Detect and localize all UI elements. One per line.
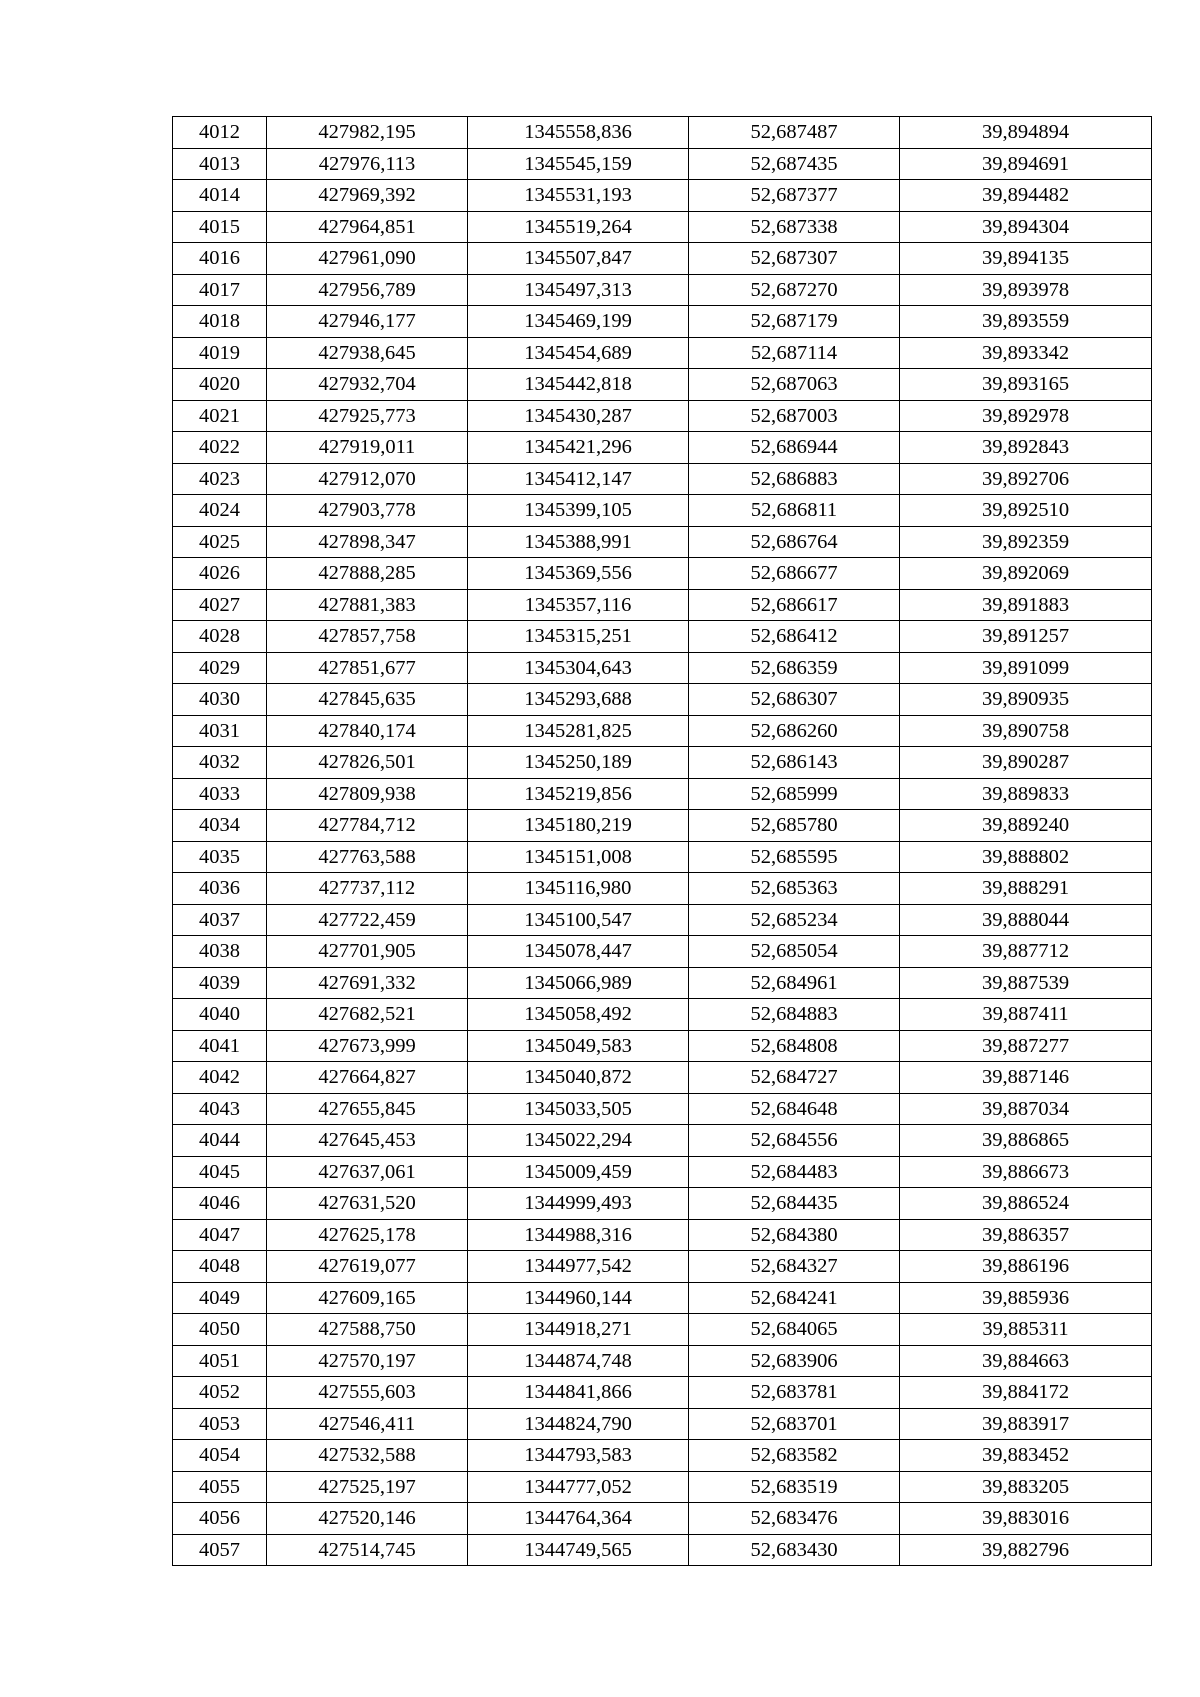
latitude-cell: 52,684435	[689, 1188, 900, 1220]
table-row	[173, 1471, 1152, 1503]
point-number-cell: 4024	[173, 495, 267, 527]
table-row	[173, 1503, 1152, 1535]
x-coordinate-cell: 427637,061	[267, 1156, 468, 1188]
y-coordinate-cell: 1345058,492	[468, 999, 689, 1031]
latitude-cell: 52,683430	[689, 1534, 900, 1566]
point-number-cell: 4032	[173, 747, 267, 779]
x-coordinate-cell: 427520,146	[267, 1503, 468, 1535]
y-coordinate-cell: 1345304,643	[468, 652, 689, 684]
point-number-cell: 4031	[173, 715, 267, 747]
longitude-cell: 39,884663	[900, 1345, 1152, 1377]
point-number-cell: 4012	[173, 117, 267, 149]
x-coordinate-cell: 427932,704	[267, 369, 468, 401]
y-coordinate-cell: 1344874,748	[468, 1345, 689, 1377]
x-coordinate-cell: 427664,827	[267, 1062, 468, 1094]
x-coordinate-cell: 427737,112	[267, 873, 468, 905]
latitude-cell: 52,686359	[689, 652, 900, 684]
table-row	[173, 1219, 1152, 1251]
y-coordinate-cell: 1344918,271	[468, 1314, 689, 1346]
table-row	[173, 1377, 1152, 1409]
y-coordinate-cell: 1344764,364	[468, 1503, 689, 1535]
y-coordinate-cell: 1345022,294	[468, 1125, 689, 1157]
point-number-cell: 4052	[173, 1377, 267, 1409]
longitude-cell: 39,891257	[900, 621, 1152, 653]
latitude-cell: 52,684065	[689, 1314, 900, 1346]
latitude-cell: 52,683519	[689, 1471, 900, 1503]
longitude-cell: 39,894894	[900, 117, 1152, 149]
latitude-cell: 52,683906	[689, 1345, 900, 1377]
x-coordinate-cell: 427976,113	[267, 148, 468, 180]
x-coordinate-cell: 427532,588	[267, 1440, 468, 1472]
point-number-cell: 4049	[173, 1282, 267, 1314]
table-row	[173, 1345, 1152, 1377]
x-coordinate-cell: 427809,938	[267, 778, 468, 810]
point-number-cell: 4019	[173, 337, 267, 369]
point-number-cell: 4040	[173, 999, 267, 1031]
point-number-cell: 4051	[173, 1345, 267, 1377]
table-row	[173, 873, 1152, 905]
longitude-cell: 39,893165	[900, 369, 1152, 401]
point-number-cell: 4033	[173, 778, 267, 810]
table-row	[173, 432, 1152, 464]
table-row	[173, 904, 1152, 936]
point-number-cell: 4017	[173, 274, 267, 306]
latitude-cell: 52,687270	[689, 274, 900, 306]
y-coordinate-cell: 1344960,144	[468, 1282, 689, 1314]
y-coordinate-cell: 1345454,689	[468, 337, 689, 369]
table-row	[173, 148, 1152, 180]
table-row	[173, 526, 1152, 558]
y-coordinate-cell: 1345388,991	[468, 526, 689, 558]
table-row	[173, 652, 1152, 684]
table-row	[173, 1062, 1152, 1094]
latitude-cell: 52,683582	[689, 1440, 900, 1472]
y-coordinate-cell: 1344988,316	[468, 1219, 689, 1251]
longitude-cell: 39,888802	[900, 841, 1152, 873]
table-row	[173, 1030, 1152, 1062]
table-row	[173, 1282, 1152, 1314]
latitude-cell: 52,683476	[689, 1503, 900, 1535]
point-number-cell: 4035	[173, 841, 267, 873]
latitude-cell: 52,687435	[689, 148, 900, 180]
point-number-cell: 4034	[173, 810, 267, 842]
y-coordinate-cell: 1345399,105	[468, 495, 689, 527]
table-row	[173, 1093, 1152, 1125]
table-row	[173, 999, 1152, 1031]
x-coordinate-cell: 427881,383	[267, 589, 468, 621]
latitude-cell: 52,686307	[689, 684, 900, 716]
coordinates-table	[172, 116, 1152, 1566]
x-coordinate-cell: 427840,174	[267, 715, 468, 747]
table-row	[173, 180, 1152, 212]
point-number-cell: 4028	[173, 621, 267, 653]
table-row	[173, 1125, 1152, 1157]
table-row	[173, 1156, 1152, 1188]
point-number-cell: 4026	[173, 558, 267, 590]
y-coordinate-cell: 1345469,199	[468, 306, 689, 338]
table-row	[173, 306, 1152, 338]
longitude-cell: 39,887034	[900, 1093, 1152, 1125]
y-coordinate-cell: 1345507,847	[468, 243, 689, 275]
y-coordinate-cell: 1345066,989	[468, 967, 689, 999]
x-coordinate-cell: 427956,789	[267, 274, 468, 306]
table-row	[173, 1440, 1152, 1472]
table-row	[173, 810, 1152, 842]
longitude-cell: 39,890758	[900, 715, 1152, 747]
y-coordinate-cell: 1344777,052	[468, 1471, 689, 1503]
point-number-cell: 4041	[173, 1030, 267, 1062]
longitude-cell: 39,886196	[900, 1251, 1152, 1283]
y-coordinate-cell: 1345315,251	[468, 621, 689, 653]
y-coordinate-cell: 1345281,825	[468, 715, 689, 747]
y-coordinate-cell: 1345009,459	[468, 1156, 689, 1188]
longitude-cell: 39,886673	[900, 1156, 1152, 1188]
longitude-cell: 39,887277	[900, 1030, 1152, 1062]
x-coordinate-cell: 427722,459	[267, 904, 468, 936]
longitude-cell: 39,892359	[900, 526, 1152, 558]
latitude-cell: 52,685054	[689, 936, 900, 968]
table-row	[173, 1408, 1152, 1440]
y-coordinate-cell: 1345357,116	[468, 589, 689, 621]
y-coordinate-cell: 1345250,189	[468, 747, 689, 779]
latitude-cell: 52,687377	[689, 180, 900, 212]
x-coordinate-cell: 427964,851	[267, 211, 468, 243]
table-row	[173, 1314, 1152, 1346]
latitude-cell: 52,686883	[689, 463, 900, 495]
y-coordinate-cell: 1344977,542	[468, 1251, 689, 1283]
latitude-cell: 52,684961	[689, 967, 900, 999]
point-number-cell: 4023	[173, 463, 267, 495]
point-number-cell: 4056	[173, 1503, 267, 1535]
latitude-cell: 52,684648	[689, 1093, 900, 1125]
table-row	[173, 778, 1152, 810]
table-row	[173, 841, 1152, 873]
y-coordinate-cell: 1345040,872	[468, 1062, 689, 1094]
y-coordinate-cell: 1345078,447	[468, 936, 689, 968]
table-row	[173, 243, 1152, 275]
longitude-cell: 39,894482	[900, 180, 1152, 212]
latitude-cell: 52,684883	[689, 999, 900, 1031]
point-number-cell: 4014	[173, 180, 267, 212]
latitude-cell: 52,685363	[689, 873, 900, 905]
longitude-cell: 39,888291	[900, 873, 1152, 905]
table-row	[173, 589, 1152, 621]
latitude-cell: 52,683701	[689, 1408, 900, 1440]
y-coordinate-cell: 1345369,556	[468, 558, 689, 590]
point-number-cell: 4045	[173, 1156, 267, 1188]
y-coordinate-cell: 1344999,493	[468, 1188, 689, 1220]
x-coordinate-cell: 427763,588	[267, 841, 468, 873]
x-coordinate-cell: 427898,347	[267, 526, 468, 558]
table-row	[173, 211, 1152, 243]
latitude-cell: 52,684483	[689, 1156, 900, 1188]
longitude-cell: 39,892706	[900, 463, 1152, 495]
longitude-cell: 39,891883	[900, 589, 1152, 621]
x-coordinate-cell: 427919,011	[267, 432, 468, 464]
latitude-cell: 52,686617	[689, 589, 900, 621]
point-number-cell: 4021	[173, 400, 267, 432]
longitude-cell: 39,883016	[900, 1503, 1152, 1535]
point-number-cell: 4036	[173, 873, 267, 905]
longitude-cell: 39,887146	[900, 1062, 1152, 1094]
table-row	[173, 337, 1152, 369]
x-coordinate-cell: 427673,999	[267, 1030, 468, 1062]
x-coordinate-cell: 427588,750	[267, 1314, 468, 1346]
point-number-cell: 4047	[173, 1219, 267, 1251]
point-number-cell: 4015	[173, 211, 267, 243]
point-number-cell: 4022	[173, 432, 267, 464]
point-number-cell: 4016	[173, 243, 267, 275]
latitude-cell: 52,687338	[689, 211, 900, 243]
latitude-cell: 52,683781	[689, 1377, 900, 1409]
longitude-cell: 39,894691	[900, 148, 1152, 180]
longitude-cell: 39,886357	[900, 1219, 1152, 1251]
longitude-cell: 39,893559	[900, 306, 1152, 338]
longitude-cell: 39,887539	[900, 967, 1152, 999]
latitude-cell: 52,684556	[689, 1125, 900, 1157]
longitude-cell: 39,893342	[900, 337, 1152, 369]
longitude-cell: 39,891099	[900, 652, 1152, 684]
table-row	[173, 495, 1152, 527]
latitude-cell: 52,686764	[689, 526, 900, 558]
point-number-cell: 4030	[173, 684, 267, 716]
x-coordinate-cell: 427845,635	[267, 684, 468, 716]
longitude-cell: 39,892069	[900, 558, 1152, 590]
table-row	[173, 1188, 1152, 1220]
y-coordinate-cell: 1345430,287	[468, 400, 689, 432]
latitude-cell: 52,687179	[689, 306, 900, 338]
point-number-cell: 4013	[173, 148, 267, 180]
y-coordinate-cell: 1344824,790	[468, 1408, 689, 1440]
latitude-cell: 52,686811	[689, 495, 900, 527]
latitude-cell: 52,686944	[689, 432, 900, 464]
table-row	[173, 747, 1152, 779]
longitude-cell: 39,887712	[900, 936, 1152, 968]
x-coordinate-cell: 427969,392	[267, 180, 468, 212]
table-row	[173, 967, 1152, 999]
x-coordinate-cell: 427619,077	[267, 1251, 468, 1283]
latitude-cell: 52,685234	[689, 904, 900, 936]
x-coordinate-cell: 427701,905	[267, 936, 468, 968]
y-coordinate-cell: 1345116,980	[468, 873, 689, 905]
y-coordinate-cell: 1345497,313	[468, 274, 689, 306]
table-row	[173, 684, 1152, 716]
x-coordinate-cell: 427982,195	[267, 117, 468, 149]
longitude-cell: 39,885311	[900, 1314, 1152, 1346]
table-row	[173, 400, 1152, 432]
longitude-cell: 39,894135	[900, 243, 1152, 275]
point-number-cell: 4043	[173, 1093, 267, 1125]
table-row	[173, 621, 1152, 653]
point-number-cell: 4037	[173, 904, 267, 936]
x-coordinate-cell: 427631,520	[267, 1188, 468, 1220]
x-coordinate-cell: 427682,521	[267, 999, 468, 1031]
x-coordinate-cell: 427888,285	[267, 558, 468, 590]
point-number-cell: 4054	[173, 1440, 267, 1472]
x-coordinate-cell: 427555,603	[267, 1377, 468, 1409]
x-coordinate-cell: 427514,745	[267, 1534, 468, 1566]
point-number-cell: 4018	[173, 306, 267, 338]
table-row	[173, 558, 1152, 590]
point-number-cell: 4025	[173, 526, 267, 558]
y-coordinate-cell: 1344793,583	[468, 1440, 689, 1472]
x-coordinate-cell: 427851,677	[267, 652, 468, 684]
y-coordinate-cell: 1345558,836	[468, 117, 689, 149]
y-coordinate-cell: 1345033,505	[468, 1093, 689, 1125]
longitude-cell: 39,890935	[900, 684, 1152, 716]
point-number-cell: 4057	[173, 1534, 267, 1566]
table-row	[173, 369, 1152, 401]
longitude-cell: 39,885936	[900, 1282, 1152, 1314]
x-coordinate-cell: 427645,453	[267, 1125, 468, 1157]
latitude-cell: 52,684380	[689, 1219, 900, 1251]
table-row	[173, 715, 1152, 747]
table-row	[173, 1251, 1152, 1283]
longitude-cell: 39,889833	[900, 778, 1152, 810]
latitude-cell: 52,685780	[689, 810, 900, 842]
y-coordinate-cell: 1344841,866	[468, 1377, 689, 1409]
x-coordinate-cell: 427625,178	[267, 1219, 468, 1251]
longitude-cell: 39,883917	[900, 1408, 1152, 1440]
table-row	[173, 936, 1152, 968]
latitude-cell: 52,685999	[689, 778, 900, 810]
x-coordinate-cell: 427784,712	[267, 810, 468, 842]
x-coordinate-cell: 427925,773	[267, 400, 468, 432]
longitude-cell: 39,883452	[900, 1440, 1152, 1472]
point-number-cell: 4039	[173, 967, 267, 999]
x-coordinate-cell: 427961,090	[267, 243, 468, 275]
coordinates-table-body	[173, 117, 1152, 1566]
latitude-cell: 52,684727	[689, 1062, 900, 1094]
longitude-cell: 39,893978	[900, 274, 1152, 306]
latitude-cell: 52,687003	[689, 400, 900, 432]
longitude-cell: 39,886524	[900, 1188, 1152, 1220]
point-number-cell: 4055	[173, 1471, 267, 1503]
point-number-cell: 4048	[173, 1251, 267, 1283]
point-number-cell: 4020	[173, 369, 267, 401]
table-row	[173, 1534, 1152, 1566]
y-coordinate-cell: 1344749,565	[468, 1534, 689, 1566]
x-coordinate-cell: 427570,197	[267, 1345, 468, 1377]
y-coordinate-cell: 1345100,547	[468, 904, 689, 936]
x-coordinate-cell: 427857,758	[267, 621, 468, 653]
x-coordinate-cell: 427655,845	[267, 1093, 468, 1125]
point-number-cell: 4027	[173, 589, 267, 621]
longitude-cell: 39,889240	[900, 810, 1152, 842]
x-coordinate-cell: 427691,332	[267, 967, 468, 999]
latitude-cell: 52,686260	[689, 715, 900, 747]
latitude-cell: 52,686412	[689, 621, 900, 653]
latitude-cell: 52,687487	[689, 117, 900, 149]
x-coordinate-cell: 427938,645	[267, 337, 468, 369]
y-coordinate-cell: 1345151,008	[468, 841, 689, 873]
longitude-cell: 39,894304	[900, 211, 1152, 243]
longitude-cell: 39,888044	[900, 904, 1152, 936]
longitude-cell: 39,892510	[900, 495, 1152, 527]
x-coordinate-cell: 427826,501	[267, 747, 468, 779]
point-number-cell: 4038	[173, 936, 267, 968]
table-row	[173, 274, 1152, 306]
y-coordinate-cell: 1345421,296	[468, 432, 689, 464]
latitude-cell: 52,687114	[689, 337, 900, 369]
point-number-cell: 4029	[173, 652, 267, 684]
latitude-cell: 52,687307	[689, 243, 900, 275]
y-coordinate-cell: 1345545,159	[468, 148, 689, 180]
y-coordinate-cell: 1345412,147	[468, 463, 689, 495]
longitude-cell: 39,884172	[900, 1377, 1152, 1409]
longitude-cell: 39,890287	[900, 747, 1152, 779]
y-coordinate-cell: 1345519,264	[468, 211, 689, 243]
table-row	[173, 463, 1152, 495]
y-coordinate-cell: 1345531,193	[468, 180, 689, 212]
latitude-cell: 52,685595	[689, 841, 900, 873]
latitude-cell: 52,687063	[689, 369, 900, 401]
x-coordinate-cell: 427546,411	[267, 1408, 468, 1440]
x-coordinate-cell: 427903,778	[267, 495, 468, 527]
y-coordinate-cell: 1345219,856	[468, 778, 689, 810]
point-number-cell: 4044	[173, 1125, 267, 1157]
longitude-cell: 39,883205	[900, 1471, 1152, 1503]
latitude-cell: 52,684241	[689, 1282, 900, 1314]
x-coordinate-cell: 427946,177	[267, 306, 468, 338]
latitude-cell: 52,686143	[689, 747, 900, 779]
point-number-cell: 4042	[173, 1062, 267, 1094]
latitude-cell: 52,684327	[689, 1251, 900, 1283]
x-coordinate-cell: 427912,070	[267, 463, 468, 495]
y-coordinate-cell: 1345442,818	[468, 369, 689, 401]
longitude-cell: 39,892978	[900, 400, 1152, 432]
point-number-cell: 4053	[173, 1408, 267, 1440]
longitude-cell: 39,886865	[900, 1125, 1152, 1157]
point-number-cell: 4050	[173, 1314, 267, 1346]
y-coordinate-cell: 1345180,219	[468, 810, 689, 842]
y-coordinate-cell: 1345049,583	[468, 1030, 689, 1062]
latitude-cell: 52,686677	[689, 558, 900, 590]
longitude-cell: 39,887411	[900, 999, 1152, 1031]
point-number-cell: 4046	[173, 1188, 267, 1220]
latitude-cell: 52,684808	[689, 1030, 900, 1062]
longitude-cell: 39,882796	[900, 1534, 1152, 1566]
table-row	[173, 117, 1152, 149]
x-coordinate-cell: 427525,197	[267, 1471, 468, 1503]
y-coordinate-cell: 1345293,688	[468, 684, 689, 716]
x-coordinate-cell: 427609,165	[267, 1282, 468, 1314]
longitude-cell: 39,892843	[900, 432, 1152, 464]
